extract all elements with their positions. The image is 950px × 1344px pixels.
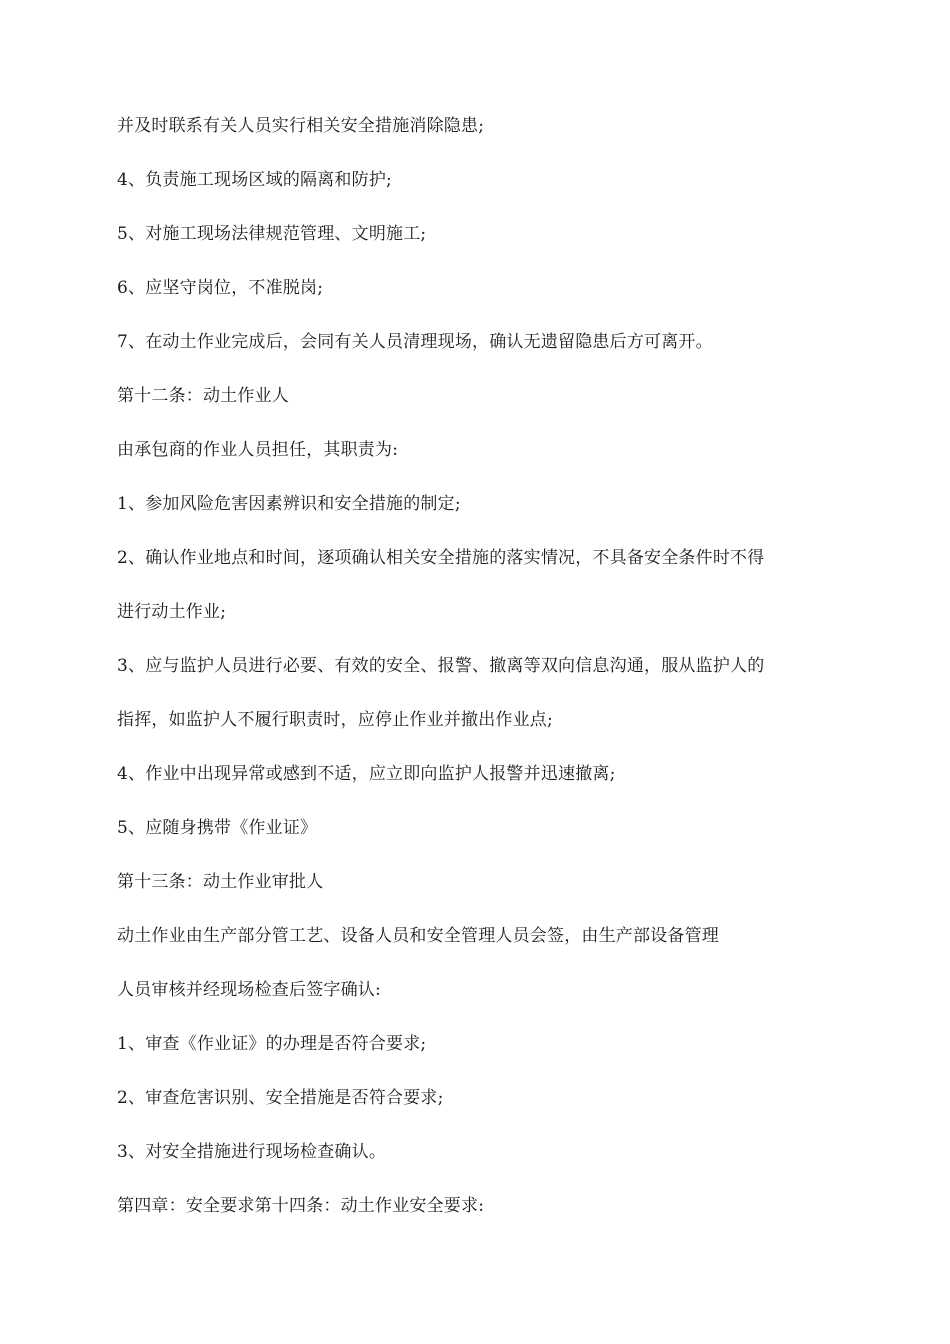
text-line: 进行动土作业; — [117, 602, 227, 622]
article-heading: 第十二条：动土作业人 — [117, 386, 289, 406]
text-line: 3、对安全措施进行现场检查确认。 — [117, 1142, 387, 1162]
text-line: 3、应与监护人员进行必要、有效的安全、报警、撤离等双向信息沟通，服从监护人的 — [117, 656, 765, 676]
text-line: 1、参加风险危害因素辨识和安全措施的制定; — [117, 494, 461, 514]
text-line: 7、在动土作业完成后，会同有关人员清理现场，确认无遗留隐患后方可离开。 — [117, 332, 713, 352]
text-line: 5、对施工现场法律规范管理、文明施工; — [117, 224, 427, 244]
text-line: 2、确认作业地点和时间，逐项确认相关安全措施的落实情况，不具备安全条件时不得 — [117, 548, 765, 568]
text-line: 指挥，如监护人不履行职责时，应停止作业并撤出作业点; — [117, 710, 553, 730]
text-line: 4、作业中出现异常或感到不适，应立即向监护人报警并迅速撤离; — [117, 764, 616, 784]
text-line: 6、应坚守岗位，不准脱岗; — [117, 278, 324, 298]
text-line: 1、审查《作业证》的办理是否符合要求; — [117, 1034, 427, 1054]
text-line: 2、审查危害识别、安全措施是否符合要求; — [117, 1088, 444, 1108]
text-line: 5、应随身携带《作业证》 — [117, 818, 318, 838]
article-heading: 第十三条：动土作业审批人 — [117, 872, 324, 892]
text-line: 人员审核并经现场检查后签字确认: — [117, 980, 381, 1000]
text-line: 动土作业由生产部分管工艺、设备人员和安全管理人员会签，由生产部设备管理 — [117, 926, 719, 946]
chapter-heading: 第四章：安全要求第十四条：动土作业安全要求: — [117, 1196, 485, 1216]
text-line: 并及时联系有关人员实行相关安全措施消除隐患; — [117, 116, 485, 136]
text-line: 4、负责施工现场区域的隔离和防护; — [117, 170, 392, 190]
text-line: 由承包商的作业人员担任，其职责为: — [117, 440, 399, 460]
